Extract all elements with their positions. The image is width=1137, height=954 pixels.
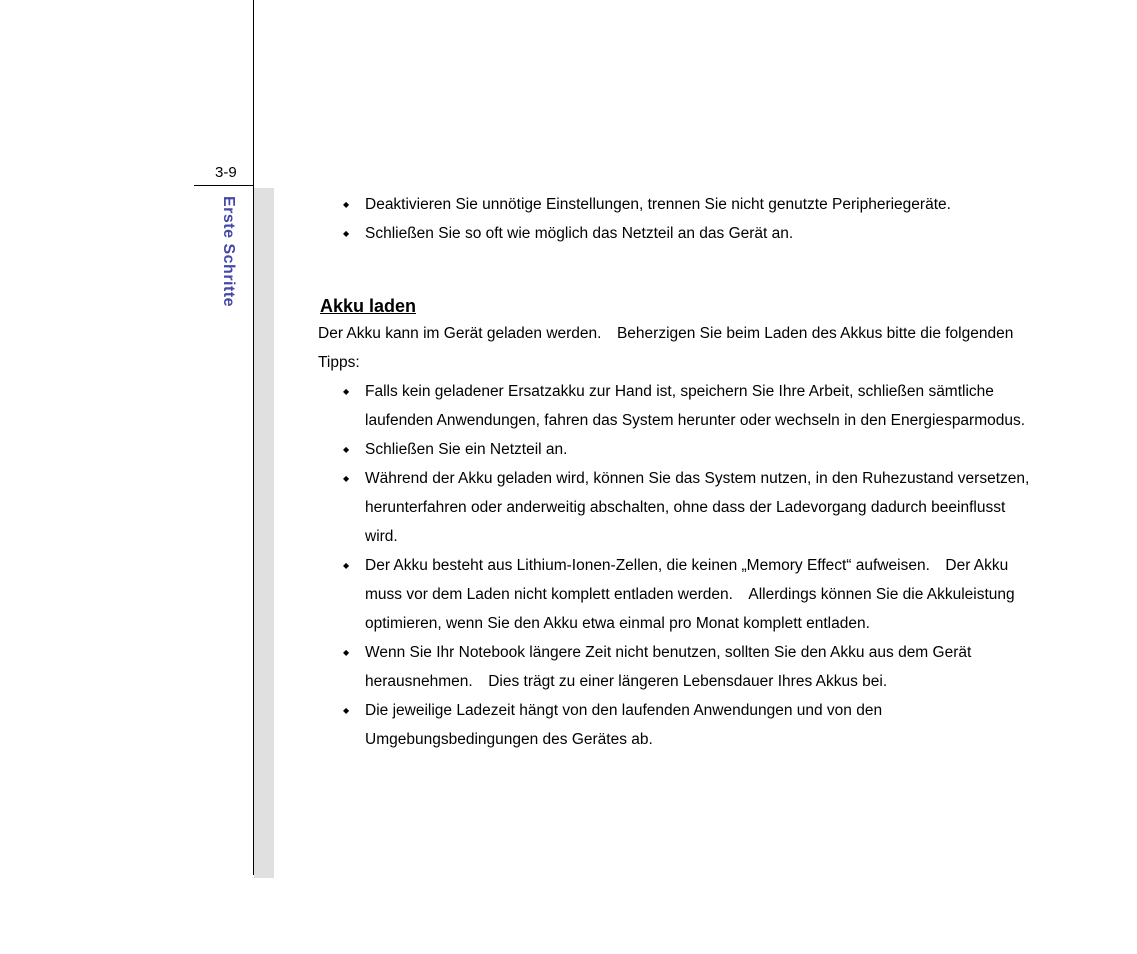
section-heading: Akku laden bbox=[320, 296, 417, 316]
list-item: ◆ Die jeweilige Ladezeit hängt von den laufenden Anwendungen und von den Umgebungsbedingungen des Gerätes ab. bbox=[318, 696, 1033, 754]
chapter-title: Erste Schritte bbox=[220, 196, 237, 308]
list-item: ◆ Wenn Sie Ihr Notebook längere Zeit nicht benutzen, sollten Sie den Akku aus dem Gerät herausnehmen. Dies trägt zu einer längeren Lebensdauer Ihres Akkus bei. bbox=[318, 638, 1033, 696]
page-number: 3-9 bbox=[215, 164, 237, 181]
top-bullet-list bbox=[318, 190, 1033, 248]
page-content bbox=[318, 190, 1033, 754]
list-item: ◆ Deaktivieren Sie unnötige Einstellungen, trennen Sie nicht genutzte Peripheriegeräte. bbox=[318, 190, 1033, 219]
chapter-margin-bar bbox=[254, 188, 274, 878]
list-item: ◆ Schließen Sie so oft wie möglich das Netzteil an das Gerät an. bbox=[318, 219, 1033, 248]
list-item: ◆ Schließen Sie ein Netzteil an. bbox=[318, 435, 1033, 464]
page-number-rule bbox=[194, 185, 254, 186]
tips-bullet-list bbox=[318, 377, 1033, 754]
list-item: ◆ Der Akku besteht aus Lithium-Ionen-Zellen, die keinen „Memory Effect“ aufweisen. Der Akku muss vor dem Laden nicht komplett entladen werden. Allerdings können Sie die Akkuleistung optimieren, wenn Sie den Akku etwa einmal pro Monat komplett entladen. bbox=[318, 551, 1033, 638]
list-item: ◆ Falls kein geladener Ersatzakku zur Hand ist, speichern Sie Ihre Arbeit, schließen sämtliche laufenden Anwendungen, fahren das System herunter oder wechseln in den Energiesparmodus. bbox=[318, 377, 1033, 435]
list-item: ◆ Während der Akku geladen wird, können Sie das System nutzen, in den Ruhezustand versetzen, herunterfahren oder anderweitig abschalten, ohne dass der Ladevorgang dadurch beeinflusst wird. bbox=[318, 464, 1033, 551]
section-intro: Der Akku kann im Gerät geladen werden. Beherzigen Sie beim Laden des Akkus bitte die folgenden Tipps: bbox=[318, 325, 1014, 371]
